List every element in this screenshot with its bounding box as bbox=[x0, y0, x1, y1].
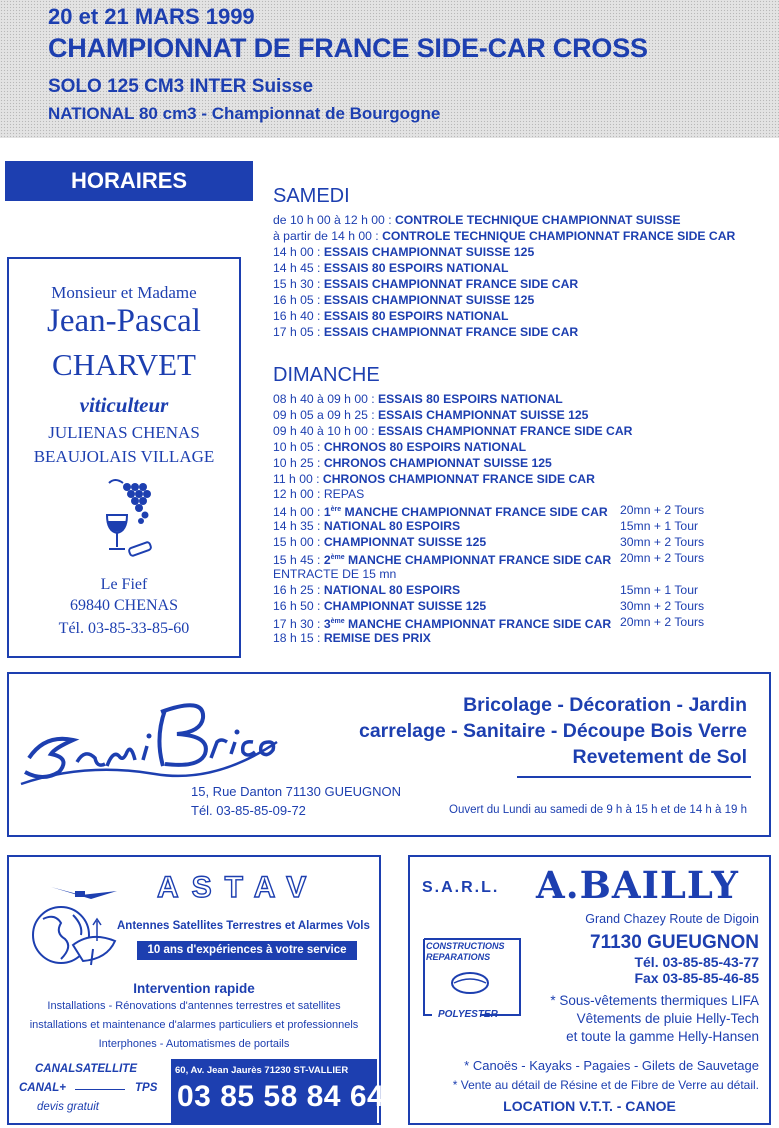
schedule-event-text: ESSAIS CHAMPIONNAT SUISSE 125 bbox=[378, 407, 589, 422]
schedule-time: 10 h 25 : bbox=[273, 455, 324, 470]
dimanche-title: DIMANCHE bbox=[273, 364, 380, 386]
sani-hours: Ouvert du Lundi au samedi de 9 h à 15 h et de 14 h à 19 h bbox=[449, 804, 747, 816]
bailly-resine: * Vente au détail de Résine et de Fibre de Verre au détail. bbox=[452, 1078, 759, 1092]
astav-ad bbox=[7, 855, 385, 1125]
samedi-row bbox=[273, 324, 578, 340]
samedi-row bbox=[273, 212, 681, 228]
schedule-duration: 15mn + 1 Tour bbox=[620, 582, 699, 597]
dimanche-row bbox=[273, 455, 552, 471]
bailly-canoes: * Canoës - Kayaks - Pagaies - Gilets de Sauvetage bbox=[464, 1058, 759, 1073]
schedule-time: 14 h 00 : bbox=[273, 245, 324, 259]
bailly-helly2: et toute la gamme Helly-Hansen bbox=[566, 1029, 759, 1044]
sani-line1: Bricolage - Décoration - Jardin bbox=[463, 694, 747, 716]
schedule-event bbox=[324, 535, 486, 549]
bailly-name: A.BAILLY bbox=[536, 863, 739, 907]
tps-label: TPS bbox=[135, 1082, 158, 1094]
schedule-event-text: CHRONOS CHAMPIONNAT SUISSE 125 bbox=[323, 455, 552, 470]
schedule-time: 14 h 00 : bbox=[273, 505, 324, 520]
schedule-time: 09 h 05 a 09 h 25 : bbox=[273, 407, 379, 422]
samedi-title: SAMEDI bbox=[273, 185, 350, 207]
schedule-event bbox=[324, 599, 486, 613]
astav-line3: Interphones - Automatismes de portails bbox=[98, 1038, 290, 1050]
schedule-time: 10 h 05 : bbox=[273, 439, 324, 454]
bailly-fax: Fax 03-85-85-46-85 bbox=[634, 970, 759, 986]
charvet-line8: 69840 CHENAS bbox=[69, 597, 178, 614]
schedule-duration: 30mn + 2 Tours bbox=[620, 598, 705, 613]
canalsatellite-label: CANALSATELLITE bbox=[35, 1063, 138, 1075]
schedule-event bbox=[323, 472, 595, 486]
charvet-line1: Monsieur et Madame bbox=[51, 283, 197, 302]
samedi-row bbox=[273, 308, 509, 324]
logo-line3: POLYESTER bbox=[438, 1009, 498, 1020]
schedule-time: 18 h 15 : bbox=[273, 630, 324, 645]
schedule-event bbox=[324, 261, 509, 275]
bailly-location: LOCATION V.T.T. - CANOE bbox=[503, 1098, 676, 1114]
schedule-event-text: MANCHE CHAMPIONNAT FRANCE SIDE CAR bbox=[344, 553, 612, 567]
polyester-logo bbox=[420, 935, 524, 1027]
astav-phone: 03 85 58 84 64 bbox=[177, 1080, 385, 1113]
samedi-row bbox=[273, 244, 534, 260]
sani-phone: Tél. 03-85-85-09-72 bbox=[191, 803, 306, 818]
schedule-time: 14 h 45 : bbox=[273, 261, 324, 275]
schedule-event-text: MANCHE CHAMPIONNAT FRANCE SIDE CAR bbox=[341, 505, 608, 520]
horaires-badge: HORAIRES bbox=[5, 161, 253, 201]
astav-contact-box bbox=[171, 1059, 385, 1123]
schedule-event bbox=[378, 408, 588, 422]
dimanche-row bbox=[273, 534, 705, 550]
charvet-line3: CHARVET bbox=[52, 347, 196, 382]
schedule-event-text: ESSAIS CHAMPIONNAT FRANCE SIDE CAR bbox=[323, 277, 579, 291]
schedule-event bbox=[378, 392, 563, 406]
sani-line3: Revetement de Sol bbox=[572, 746, 747, 768]
schedule-time: 16 h 05 : bbox=[273, 293, 324, 307]
schedule-event-text: ESSAIS CHAMPIONNAT SUISSE 125 bbox=[323, 245, 535, 259]
sani-brico-logo-icon bbox=[15, 688, 285, 798]
schedule-time: 15 h 45 : bbox=[273, 553, 324, 567]
schedule-event bbox=[324, 456, 552, 470]
schedule-time: 15 h 30 : bbox=[273, 277, 324, 291]
astav-subtitle: Antennes Satellites Terrestres et Alarmes Vols bbox=[117, 920, 370, 932]
schedule-time: 08 h 40 à 09 h 00 : bbox=[273, 392, 379, 406]
sani-brico-ad bbox=[7, 672, 771, 837]
schedule-time: ENTRACTE DE 15 mn bbox=[273, 566, 397, 581]
sani-divider bbox=[517, 776, 751, 778]
schedule-event-text: ESSAIS 80 ESPOIRS NATIONAL bbox=[323, 309, 509, 323]
charvet-line5: JULIENAS CHENAS bbox=[48, 423, 200, 442]
astav-address: 60, Av. Jean Jaurès 71230 ST-VALLIER bbox=[175, 1065, 349, 1076]
samedi-row bbox=[273, 260, 509, 276]
charvet-line6: BEAUJOLAIS VILLAGE bbox=[33, 447, 215, 466]
charvet-line2: Jean-Pascal bbox=[47, 303, 201, 339]
dimanche-row bbox=[273, 423, 632, 439]
bailly-phone: Tél. 03-85-85-43-77 bbox=[634, 954, 759, 970]
dimanche-row bbox=[273, 582, 699, 598]
schedule-event-text: NATIONAL 80 ESPOIRS bbox=[323, 519, 461, 534]
astav-intervention: Intervention rapide bbox=[133, 981, 255, 996]
schedule-duration: 30mn + 2 Tours bbox=[620, 535, 705, 550]
astav-experience: 10 ans d'expériences à votre service bbox=[137, 941, 357, 960]
bailly-ad bbox=[408, 855, 771, 1125]
schedule-time: 16 h 25 : bbox=[273, 582, 324, 597]
schedule-event bbox=[324, 583, 460, 597]
schedule-ordinal-suffix: ème bbox=[330, 554, 345, 561]
schedule-duration: 20mn + 2 Tours bbox=[620, 503, 705, 518]
header-banner bbox=[0, 0, 779, 138]
schedule-event bbox=[324, 309, 509, 323]
schedule-event-text: ESSAIS CHAMPIONNAT FRANCE SIDE CAR bbox=[378, 423, 633, 438]
schedule-time: 17 h 05 : bbox=[273, 325, 324, 339]
astav-line1: Installations - Rénovations d'antennes terrestres et satellites bbox=[47, 1000, 341, 1012]
bailly-helly1: Vêtements de pluie Helly-Tech bbox=[576, 1011, 759, 1026]
schedule-duration: 20mn + 2 Tours bbox=[620, 551, 705, 565]
schedule-time: 11 h 00 : bbox=[273, 471, 323, 486]
bailly-sarl: S.A.R.L. bbox=[422, 879, 500, 896]
schedule-time: 16 h 50 : bbox=[273, 598, 324, 613]
schedule-event bbox=[324, 277, 578, 291]
schedule-time: de 10 h 00 à 12 h 00 : bbox=[273, 213, 395, 227]
schedule-time: 14 h 35 : bbox=[273, 519, 324, 534]
canalplus-label: CANAL+ bbox=[19, 1082, 66, 1094]
bailly-route: Grand Chazey Route de Digoin bbox=[585, 912, 759, 926]
logo-line2: REPARATIONS bbox=[426, 952, 491, 962]
devis-label: devis gratuit bbox=[37, 1101, 100, 1113]
schedule-event-text: ESSAIS 80 ESPOIRS NATIONAL bbox=[378, 392, 563, 406]
bailly-city: 71130 GUEUGNON bbox=[590, 932, 759, 953]
schedule-ordinal: 3 bbox=[323, 616, 331, 631]
schedule-event bbox=[324, 617, 611, 631]
schedule-ordinal: 2 bbox=[323, 553, 331, 567]
dimanche-row bbox=[273, 439, 526, 455]
samedi-row bbox=[273, 292, 534, 308]
satellite-globe-icon bbox=[21, 869, 127, 969]
schedule-event bbox=[324, 293, 534, 307]
event-date: 20 et 21 MARS 1999 bbox=[48, 4, 255, 29]
event-national: NATIONAL 80 cm3 - Championnat de Bourgogne bbox=[48, 104, 441, 123]
bailly-lifa: * Sous-vêtements thermiques LIFA bbox=[550, 993, 759, 1008]
schedule-event bbox=[324, 245, 534, 259]
schedule-event bbox=[382, 229, 735, 243]
schedule-ordinal-suffix: ème bbox=[330, 617, 345, 625]
canal-divider bbox=[75, 1089, 125, 1090]
schedule-time: 12 h 00 : REPAS bbox=[273, 487, 365, 502]
schedule-event-text: MANCHE CHAMPIONNAT FRANCE SIDE CAR bbox=[344, 616, 612, 631]
schedule-event bbox=[378, 424, 632, 438]
charvet-ad bbox=[7, 257, 241, 658]
schedule-event bbox=[324, 553, 611, 567]
schedule-event bbox=[324, 505, 608, 519]
event-title: CHAMPIONNAT DE FRANCE SIDE-CAR CROSS bbox=[48, 33, 648, 63]
schedule-ordinal: 1 bbox=[323, 505, 331, 520]
schedule-event-text: CHRONOS 80 ESPOIRS NATIONAL bbox=[323, 439, 527, 454]
charvet-phone: Tél. 03-85-33-85-60 bbox=[58, 620, 190, 637]
schedule-event-text: CONTROLE TECHNIQUE CHAMPIONNAT SUISSE bbox=[394, 213, 681, 227]
schedule-event bbox=[324, 631, 431, 645]
schedule-event-text: CHAMPIONNAT SUISSE 125 bbox=[323, 535, 487, 550]
sani-address: 15, Rue Danton 71130 GUEUGNON bbox=[191, 784, 402, 799]
schedule-event-text: CHAMPIONNAT SUISSE 125 bbox=[323, 598, 487, 613]
schedule-event bbox=[395, 213, 681, 227]
schedule-event bbox=[324, 325, 578, 339]
sani-line2: carrelage - Sanitaire - Découpe Bois Verre bbox=[358, 720, 747, 742]
samedi-row bbox=[273, 228, 735, 244]
schedule-event-text: CHRONOS CHAMPIONNAT FRANCE SIDE CAR bbox=[322, 471, 595, 486]
logo-line1: CONSTRUCTIONS bbox=[426, 941, 505, 951]
dimanche-row bbox=[273, 630, 431, 646]
schedule-ordinal-suffix: ère bbox=[330, 506, 342, 514]
dimanche-row bbox=[273, 471, 595, 487]
wine-grapes-icon bbox=[101, 477, 157, 565]
event-solo: SOLO 125 CM3 INTER Suisse bbox=[48, 76, 314, 97]
schedule-time: 17 h 30 : bbox=[273, 616, 324, 631]
schedule-event-text: ESSAIS CHAMPIONNAT FRANCE SIDE CAR bbox=[323, 325, 579, 339]
schedule-event-text: ESSAIS 80 ESPOIRS NATIONAL bbox=[323, 261, 509, 275]
schedule-event-text: NATIONAL 80 ESPOIRS bbox=[323, 582, 461, 597]
dimanche-row bbox=[273, 598, 705, 614]
dimanche-row bbox=[273, 486, 364, 502]
dimanche-row bbox=[273, 391, 563, 407]
schedule-event bbox=[324, 440, 526, 454]
samedi-row bbox=[273, 276, 578, 292]
schedule-duration: 20mn + 2 Tours bbox=[620, 614, 705, 629]
schedule-event bbox=[324, 519, 460, 533]
dimanche-row bbox=[273, 566, 396, 582]
astav-logo: ASTAV bbox=[157, 871, 320, 904]
schedule-time: 16 h 40 : bbox=[273, 309, 324, 323]
astav-line2: installations et maintenance d'alarmes particuliers et professionnels bbox=[29, 1019, 359, 1031]
schedule-time: 15 h 00 : bbox=[273, 535, 324, 550]
schedule-event-text: CONTROLE TECHNIQUE CHAMPIONNAT FRANCE SIDE CAR bbox=[382, 229, 736, 243]
schedule-duration: 15mn + 1 Tour bbox=[620, 519, 699, 534]
dimanche-row bbox=[273, 407, 588, 423]
dimanche-row bbox=[273, 518, 699, 534]
schedule-time: 09 h 40 à 10 h 00 : bbox=[273, 423, 379, 438]
schedule-time: à partir de 14 h 00 : bbox=[273, 229, 383, 243]
schedule-event-text: REMISE DES PRIX bbox=[323, 630, 431, 645]
schedule-event-text: ESSAIS CHAMPIONNAT SUISSE 125 bbox=[323, 293, 535, 307]
charvet-line4: viticulteur bbox=[79, 393, 169, 417]
charvet-line7: Le Fief bbox=[100, 576, 148, 593]
